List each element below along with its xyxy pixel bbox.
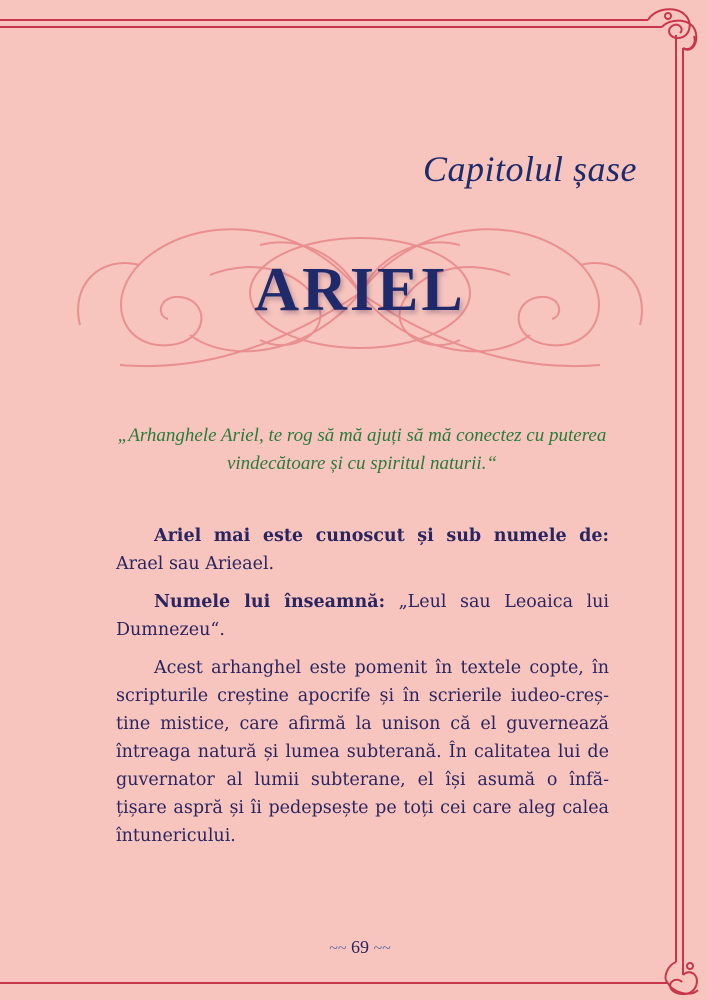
paragraph: [116, 588, 609, 644]
paragraph-text: „Leul sau Leoaica lui Dumnezeu“.: [116, 592, 609, 640]
tilde-ornament: ~: [337, 940, 347, 957]
paragraph: [116, 654, 609, 850]
paragraph-lead: Numele lui înseamnă:: [154, 592, 386, 612]
tilde-ornament: ~: [329, 940, 338, 957]
chapter-title: ARIEL: [254, 256, 466, 324]
tilde-ornament: ~: [382, 940, 391, 957]
chapter-label: Capitolul șase: [422, 149, 637, 189]
page-number-footer: [0, 937, 707, 958]
paragraph-text: Acest arhanghel este pomenit în textele copte, în scripturile creștine apocrife și în scrierile iudeo-creș-tine mistice, care afirmă la unison că el guvernează întreaga natură și lumea subterană. În calitatea lui de guvernator al lumii subterane, el își asumă o înfă-țișare aspră și îi pedepsește pe toți cei care aleg calea întunericului.: [116, 658, 609, 846]
paragraph-text: Arael sau Arieael.: [116, 554, 275, 574]
tilde-ornament: ~: [373, 940, 383, 957]
invocation-quote: „Arhanghele Ariel, te rog să mă ajuți să mă conectez cu puterea vindecătoare și cu spiritul naturii.“: [117, 425, 607, 474]
body-text: [116, 522, 609, 860]
page-number: 69: [351, 937, 369, 957]
paragraph: [116, 522, 609, 578]
paragraph-lead: Ariel mai este cunoscut și sub numele de:: [154, 526, 609, 546]
